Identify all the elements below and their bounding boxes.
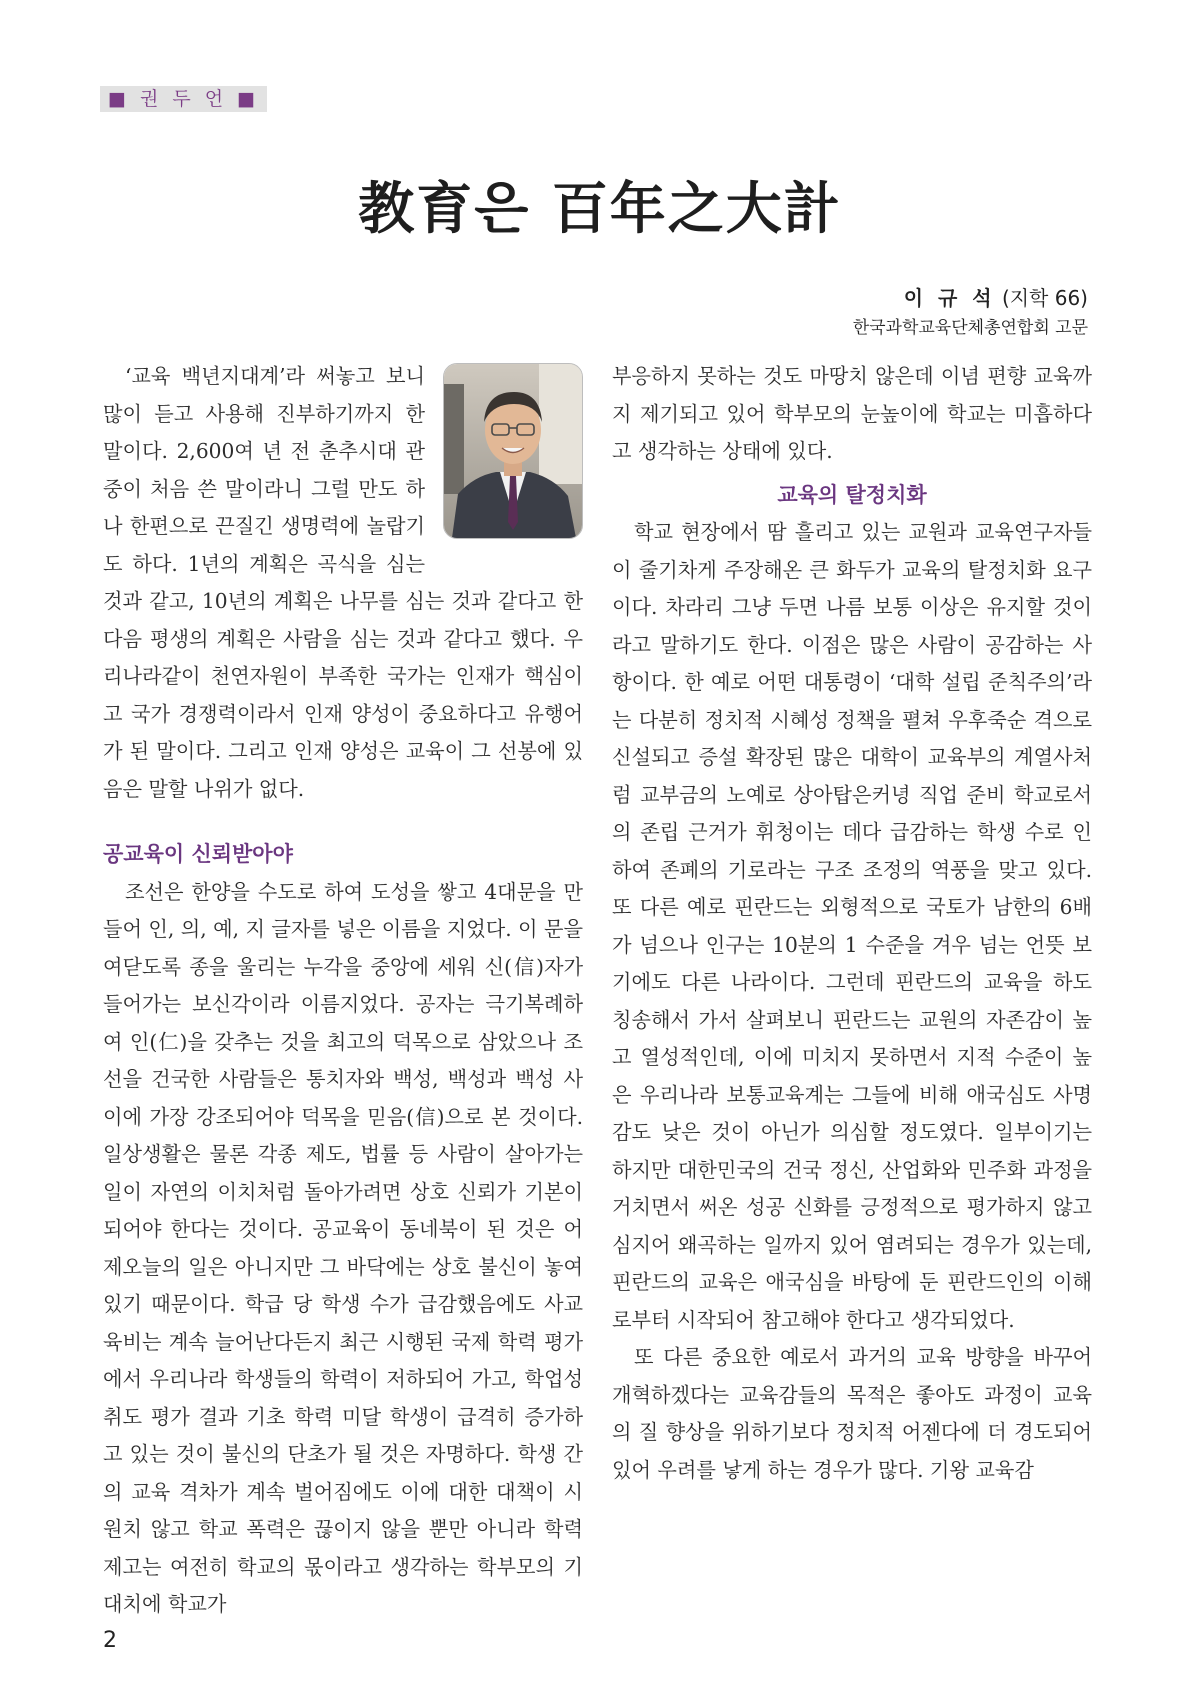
section-heading: 공교육이 신뢰받아야 xyxy=(103,842,293,866)
section-label: ■ 권 두 언 ■ xyxy=(100,86,267,112)
article-title: 教育은 百年之大計 xyxy=(358,176,842,242)
portrait-image xyxy=(444,364,582,538)
body-paragraph: ‘교육 백년지대계’라 써놓고 보니 많이 듣고 사용해 진부하기까지 한 말이다. 2,600여 년 전 춘추시대 관중이 처음 쓴 말이라니 그럴 만도 하나 한편으로 끈질긴 생명력에 놀랍기도 하다. 1년의 계획은 곡식을 심는 것과 같고, 10년의 계획은 나무를 심는 것과 같다고 한 다음 평생의 계획은 사람을 심는 것과 같다고 했다. 우리나라같이 천연자원이 부족한 국가는 인재가 핵심이고 국가 경쟁력이라서 인재 양성이 중요하다고 유행어가 된 말이다. 그리고 인재 양성은 교육이 그 선봉에 있음은 말할 나위가 없다. xyxy=(103,364,583,801)
page-number: 2 xyxy=(103,1628,117,1653)
author-note: (지학 66) xyxy=(1001,286,1088,310)
body-paragraph: 조선은 한양을 수도로 하여 도성을 쌓고 4대문을 만들어 인, 의, 예, 지 글자를 넣은 이름을 지었다. 이 문을 여닫도록 종을 울리는 누각을 중앙에 세워 신(信)자가 들어가는 보신각이라 이름지었다. 공자는 극기복례하여 인(仁)을 갖추는 것을 최고의 덕목으로 삼았으나 조선을 건국한 사람들은 통치자와 백성, 백성과 백성 사이에 가장 강조되어야 덕목을 믿음(信)으로 본 것이다. 일상생활은 물론 각종 제도, 법률 등 사람이 살아가는 일이 자연의 이치처럼 돌아가려면 상호 신뢰가 기본이 되어야 한다는 것이다. 공교육이 동네북이 된 것은 어제오늘의 일은 아니지만 그 바닥에는 상호 불신이 놓여 있기 때문이다. 학급 당 학생 수가 급감했음에도 사교육비는 계속 늘어난다든지 최근 시행된 국제 학력 평가에서 우리나라 학생들의 학력이 저하되어 가고, 학업성취도 평가 결과 기초 학력 미달 학생이 급격히 증가하고 있는 것이 불신의 단초가 될 것은 자명하다. 학생 간의 교육 격차가 계속 벌어짐에도 이에 대한 대책이 시원치 않고 학교 폭력은 끊이지 않을 뿐만 아니라 학력 제고는 여전히 학교의 몫이라고 생각하는 학부모의 기대치에 학교가 xyxy=(103,879,583,1616)
body-paragraph: 부응하지 못하는 것도 마땅치 않은데 이념 편향 교육까지 제기되고 있어 학부모의 눈높이에 학교는 미흡하다고 생각하는 상태에 있다. xyxy=(612,364,1092,463)
body-paragraph: 또 다른 중요한 예로서 과거의 교육 방향을 바꾸어 개혁하겠다는 교육감들의 목적은 좋아도 과정이 교육의 질 향상을 위하기보다 정치적 어젠다에 더 경도되어 있어 우려를 낳게 하는 경우가 많다. 기왕 교육감 xyxy=(612,1345,1092,1482)
author-photo xyxy=(443,363,583,539)
author-block xyxy=(853,283,1088,343)
body-paragraph: 학교 현장에서 땀 흘리고 있는 교원과 교육연구자들이 줄기차게 주장해온 큰 화두가 교육의 탈정치화 요구이다. 차라리 그냥 두면 나름 보통 이상은 유지할 것이라고 말하기도 한다. 이점은 많은 사람이 공감하는 사항이다. 한 예로 어떤 대통령이 ‘대학 설립 준칙주의’라는 다분히 정치적 시혜성 정책을 펼쳐 우후죽순 격으로 신설되고 증설 확장된 많은 대학이 교육부의 계열사처럼 교부금의 노예로 상아탑은커녕 직업 준비 학교로서의 존립 근거가 휘청이는 데다 급감하는 학생 수로 인하여 존폐의 기로라는 구조 조정의 역풍을 맞고 있다. 또 다른 예로 핀란드는 외형적으로 국토가 남한의 6배가 넘으나 인구는 10분의 1 수준을 겨우 넘는 언뜻 보기에도 다른 나라이다. 그런데 핀란드의 교육을 하도 칭송해서 가서 살펴보니 핀란드는 교원의 자존감이 높고 열성적인데, 이에 미치지 못하면서 지적 수준이 높은 우리나라 보통교육계는 그들에 비해 애국심도 사명감도 낮은 것이 아닌가 의심할 정도였다. 일부이기는 하지만 대한민국의 건국 정신, 산업화와 민주화 과정을 거치면서 써온 성공 신화를 긍정적으로 평가하지 않고 심지어 왜곡하는 일까지 있어 염려되는 경우가 있는데, 핀란드의 교육은 애국심을 바탕에 둔 핀란드인의 이해로부터 시작되어 참고해야 한다고 생각되었다. xyxy=(612,520,1092,1332)
left-column xyxy=(103,358,583,1624)
section-heading: 교육의 탈정치화 xyxy=(777,482,927,507)
right-column xyxy=(612,358,1092,1489)
author-name: 이 규 석 xyxy=(903,286,996,310)
author-affiliation: 한국과학교육단체총연합회 고문 xyxy=(852,318,1088,338)
